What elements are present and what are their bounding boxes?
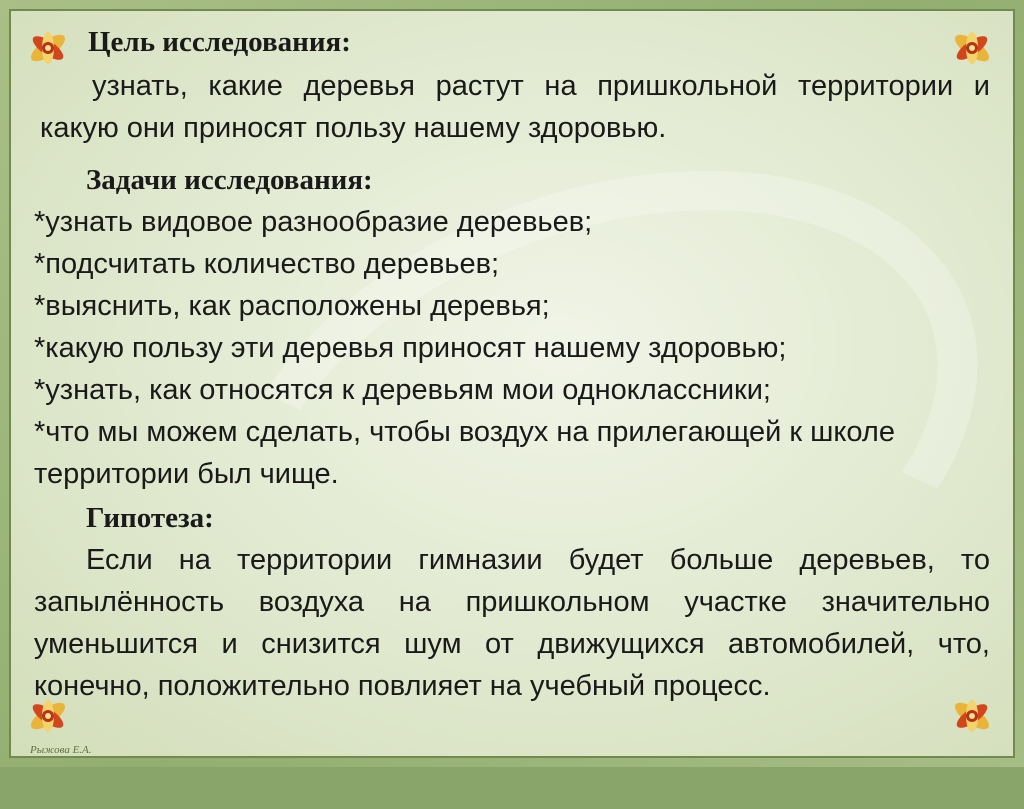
goal-line-2: какую они приносят пользу нашему здоровью. xyxy=(40,112,667,144)
task-item: *какую пользу эти деревья приносят нашему здоровью; xyxy=(34,332,787,364)
autumn-leaves-icon xyxy=(944,688,1000,744)
autumn-leaves-icon xyxy=(20,20,76,76)
hypothesis-line: Если на территории гимназии будет больше деревьев, то xyxy=(86,544,990,576)
hypothesis-line: запылённость воздуха на пришкольном участке значительно xyxy=(34,586,990,618)
hypothesis-line: уменьшится и снизится шум от движущихся автомобилей, что, xyxy=(34,628,990,660)
task-item: *что мы можем сделать, чтобы воздух на прилегающей к школе xyxy=(34,416,895,448)
task-item: территории был чище. xyxy=(34,458,339,490)
task-item: *выяснить, как расположены деревья; xyxy=(34,290,550,322)
tasks-heading: Задачи исследования: xyxy=(86,164,373,196)
goal-heading: Цель исследования: xyxy=(88,26,351,58)
hypothesis-line: конечно, положительно повлияет на учебный процесс. xyxy=(34,670,771,702)
author-signature: Рыжова Е.А. xyxy=(30,744,92,756)
task-item: *подсчитать количество деревьев; xyxy=(34,248,500,280)
goal-line-1: узнать, какие деревья растут на пришкольной территории и xyxy=(92,70,990,102)
task-item: *узнать, как относятся к деревьям мои одноклассники; xyxy=(34,374,771,406)
task-item: *узнать видовое разнообразие деревьев; xyxy=(34,206,593,238)
hypothesis-heading: Гипотеза: xyxy=(86,502,214,534)
